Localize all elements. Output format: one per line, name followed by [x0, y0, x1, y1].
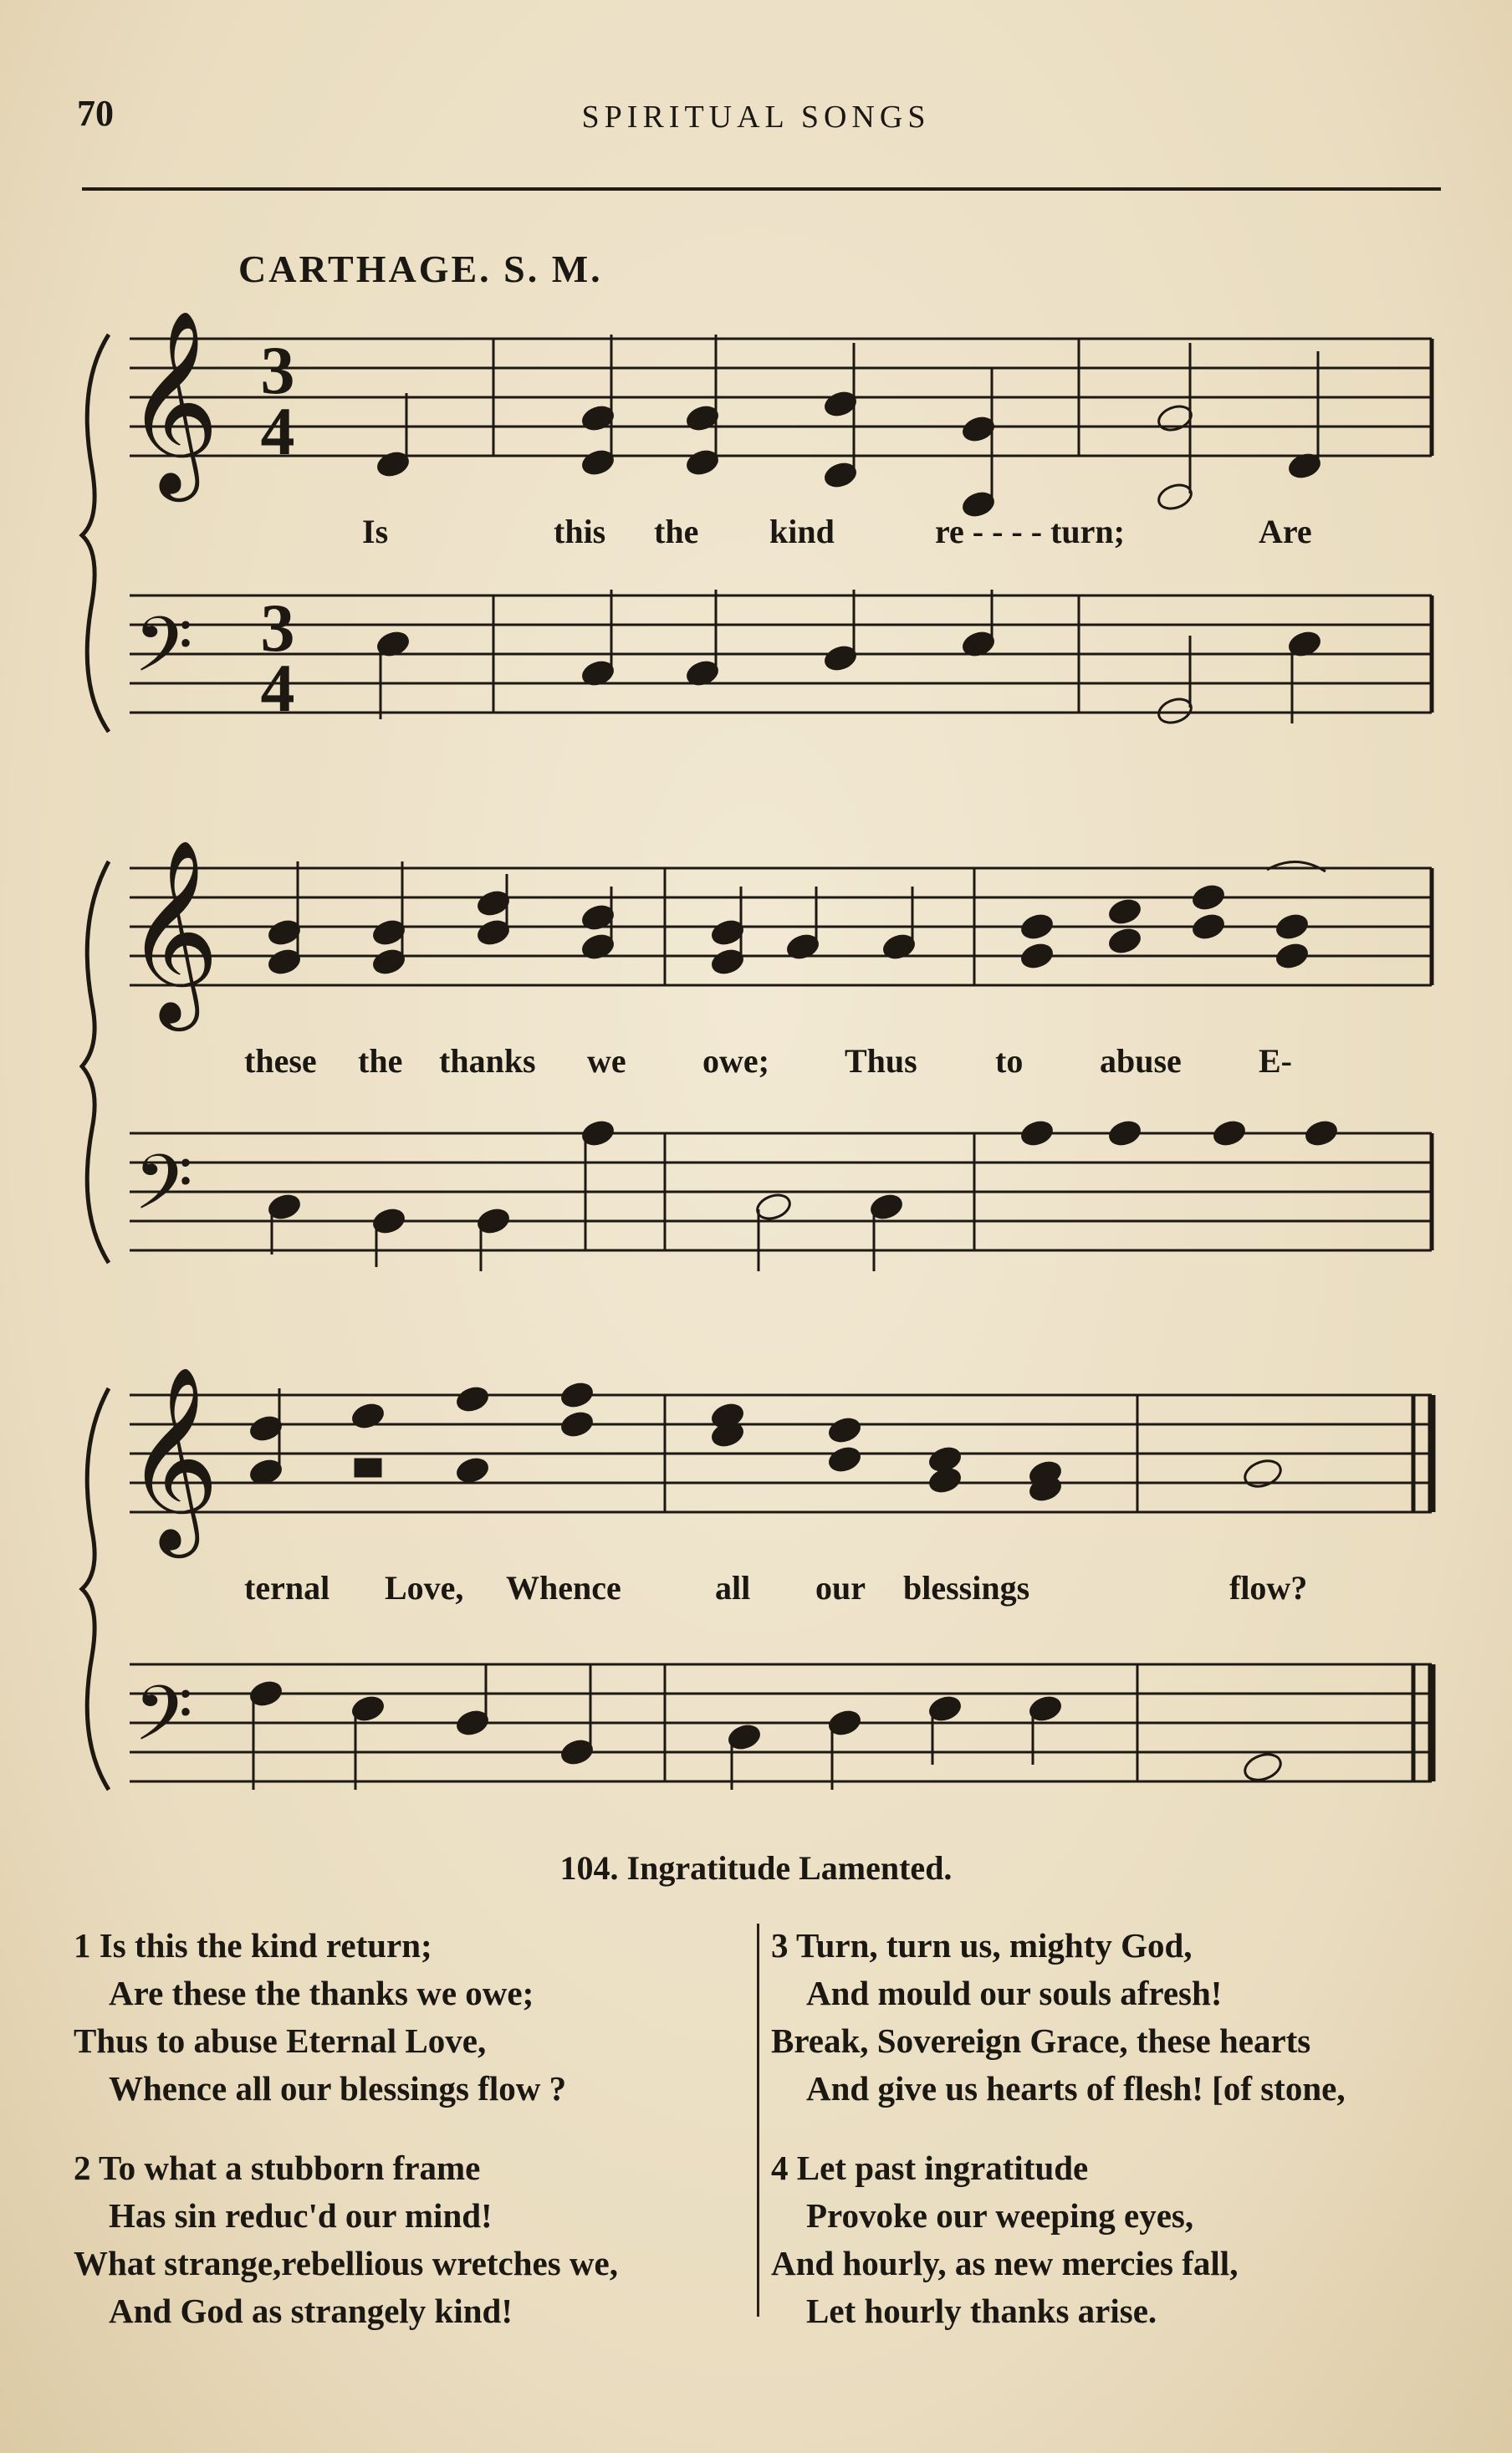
hymn-title: 104. Ingratitude Lamented. [559, 1849, 953, 1887]
system-3-treble-staff [130, 1395, 1432, 1512]
stanza-2 [74, 2144, 743, 2335]
lyric-syllable: owe; [702, 1042, 769, 1080]
bass-clef-icon: 𝄢 [134, 1669, 193, 1776]
lyric-syllable: this [554, 513, 606, 550]
verse-line: 4 Let past ingratitude [771, 2149, 1089, 2187]
lyric-syllable: to [995, 1042, 1024, 1080]
verse-line: And give us hearts of flesh! [of stone, [806, 2069, 1346, 2108]
lyrics-line-3 [0, 1568, 1512, 1610]
lyrics-line-2 [0, 1041, 1512, 1083]
hymn-column-left [74, 1922, 743, 2367]
time-signature-numerator: 3 [260, 332, 295, 408]
tune-title: CARTHAGE. S. M. [238, 248, 603, 290]
time-signature-denominator: 4 [260, 393, 295, 469]
lyric-syllable: ternal [244, 1569, 330, 1607]
page-number: 70 [77, 93, 114, 134]
lyric-syllable: kind [769, 513, 835, 550]
system-1-treble-staff [130, 339, 1432, 456]
lyric-syllable: these [244, 1042, 317, 1080]
lyric-syllable: Love, [385, 1569, 464, 1607]
system-1-bass-staff [130, 595, 1432, 713]
lyric-syllable: thanks [439, 1042, 536, 1080]
verse-line: 2 To what a stubborn frame [74, 2149, 481, 2187]
treble-clef-icon: 𝄞 [125, 309, 220, 493]
time-signature-numerator: 3 [260, 590, 295, 666]
system-2-treble-staff [130, 868, 1432, 985]
lyrics-line-1 [0, 512, 1512, 554]
verse-line: Are these the thanks we owe; [109, 1974, 534, 2012]
stanza-3 [771, 1922, 1482, 2113]
lyric-syllable: abuse [1100, 1042, 1182, 1080]
lyric-syllable: Is [362, 513, 389, 550]
verse-line: Thus to abuse Eternal Love, [74, 2021, 487, 2060]
lyric-syllable: the [654, 513, 699, 550]
verse-line: And mould our souls afresh! [806, 1974, 1223, 2012]
lyric-syllable: Thus [845, 1042, 917, 1080]
bass-clef-icon: 𝄢 [134, 1138, 193, 1245]
lyric-syllable: Whence [506, 1569, 621, 1607]
running-head: SPIRITUAL SONGS [581, 100, 931, 135]
verse-line: Let hourly thanks arise. [806, 2292, 1157, 2330]
bass-clef-icon: 𝄢 [134, 600, 193, 708]
verse-line: 3 Turn, turn us, mighty God, [771, 1926, 1193, 1965]
verse-line: Whence all our blessings flow ? [109, 2069, 567, 2108]
system-2-bass-staff [130, 1133, 1432, 1250]
stanza-4 [771, 2144, 1482, 2335]
treble-clef-icon: 𝄞 [125, 838, 220, 1023]
verse-line: And God as strangely kind! [109, 2292, 513, 2330]
treble-clef-icon: 𝄞 [125, 1365, 220, 1550]
verse-line: Break, Sovereign Grace, these hearts [771, 2021, 1311, 2060]
lyric-syllable: we [587, 1042, 626, 1080]
verse-line: Provoke our weeping eyes, [806, 2196, 1194, 2235]
lyric-syllable: blessings [903, 1569, 1030, 1607]
lyric-syllable: the [358, 1042, 403, 1080]
lyric-syllable: re - - - - turn; [935, 513, 1125, 550]
verse-line: What strange,rebellious wretches we, [74, 2244, 618, 2282]
verse-line: And hourly, as new mercies fall, [771, 2244, 1239, 2282]
verse-line: 1 Is this the kind return; [74, 1926, 432, 1965]
lyric-syllable: all [715, 1569, 751, 1607]
stanza-1 [74, 1922, 743, 2113]
lyric-syllable: Are [1259, 513, 1312, 550]
lyric-syllable: our [815, 1569, 866, 1607]
column-divider [757, 1924, 759, 2317]
hymn-column-right [771, 1922, 1482, 2367]
verse-line: Has sin reduc'd our mind! [109, 2196, 493, 2235]
system-3-bass-staff [130, 1664, 1432, 1781]
time-signature-denominator: 4 [260, 650, 295, 726]
lyric-syllable: flow? [1229, 1569, 1308, 1607]
lyric-syllable: E- [1259, 1042, 1292, 1080]
